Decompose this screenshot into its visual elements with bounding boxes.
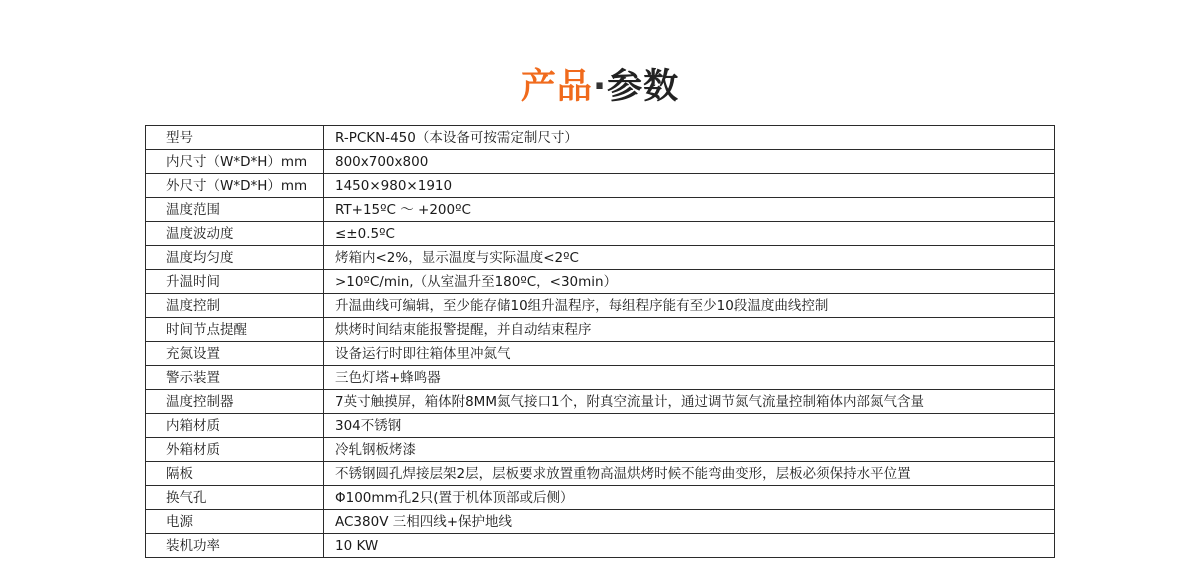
table-row — [146, 438, 1055, 462]
table-row — [146, 126, 1055, 150]
page-title-main: 参数 — [607, 67, 680, 108]
table-row — [146, 246, 1055, 270]
table-row — [146, 534, 1055, 558]
spec-value: ≤±0.5ºC — [324, 222, 1055, 246]
spec-value: 烤箱内<2%，显示温度与实际温度<2ºC — [324, 246, 1055, 270]
table-row — [146, 366, 1055, 390]
spec-label: 隔板 — [146, 462, 324, 486]
spec-table — [145, 125, 1055, 558]
spec-value: 设备运行时即往箱体里冲氮气 — [324, 342, 1055, 366]
spec-label: 换气孔 — [146, 486, 324, 510]
spec-label: 温度波动度 — [146, 222, 324, 246]
spec-value: 冷轧钢板烤漆 — [324, 438, 1055, 462]
spec-label: 内箱材质 — [146, 414, 324, 438]
table-row — [146, 318, 1055, 342]
table-row — [146, 342, 1055, 366]
spec-label: 装机功率 — [146, 534, 324, 558]
spec-value: 10 KW — [324, 534, 1055, 558]
spec-table-body — [146, 126, 1055, 558]
spec-value: Φ100mm孔2只(置于机体顶部或后侧） — [324, 486, 1055, 510]
spec-value: 800x700x800 — [324, 150, 1055, 174]
spec-label: 温度控制器 — [146, 390, 324, 414]
table-row — [146, 510, 1055, 534]
spec-label: 时间节点提醒 — [146, 318, 324, 342]
table-row — [146, 294, 1055, 318]
spec-value: 7英寸触摸屏，箱体附8MM氮气接口1个，附真空流量计，通过调节氮气流量控制箱体内部氮气含量 — [324, 390, 1055, 414]
spec-label: 温度范围 — [146, 198, 324, 222]
spec-value: >10ºC/min,（从室温升至180ºC，<30min） — [324, 270, 1055, 294]
spec-value: 三色灯塔+蜂鸣器 — [324, 366, 1055, 390]
spec-label: 型号 — [146, 126, 324, 150]
table-row — [146, 198, 1055, 222]
table-row — [146, 174, 1055, 198]
page-title — [0, 65, 1200, 109]
spec-value: 烘烤时间结束能报警提醒，并自动结束程序 — [324, 318, 1055, 342]
spec-value: 304不锈钢 — [324, 414, 1055, 438]
table-row — [146, 414, 1055, 438]
spec-label: 警示装置 — [146, 366, 324, 390]
spec-value: 1450×980×1910 — [324, 174, 1055, 198]
spec-label: 外箱材质 — [146, 438, 324, 462]
spec-value: R-PCKN-450（本设备可按需定制尺寸） — [324, 126, 1055, 150]
table-row — [146, 270, 1055, 294]
spec-label: 内尺寸（W*D*H）mm — [146, 150, 324, 174]
table-row — [146, 390, 1055, 414]
spec-label: 充氮设置 — [146, 342, 324, 366]
table-row — [146, 222, 1055, 246]
spec-value: RT+15ºC ～ +200ºC — [324, 198, 1055, 222]
table-row — [146, 486, 1055, 510]
spec-label: 温度均匀度 — [146, 246, 324, 270]
spec-label: 温度控制 — [146, 294, 324, 318]
page-title-accent: 产品 — [520, 67, 593, 108]
table-row — [146, 150, 1055, 174]
spec-label: 升温时间 — [146, 270, 324, 294]
spec-value: AC380V 三相四线+保护地线 — [324, 510, 1055, 534]
table-row — [146, 462, 1055, 486]
spec-value: 不锈钢圆孔焊接层架2层，层板要求放置重物高温烘烤时候不能弯曲变形，层板必须保持水平位置 — [324, 462, 1055, 486]
page-title-dot: · — [592, 67, 608, 108]
spec-label: 外尺寸（W*D*H）mm — [146, 174, 324, 198]
spec-value: 升温曲线可编辑，至少能存储10组升温程序，每组程序能有至少10段温度曲线控制 — [324, 294, 1055, 318]
spec-label: 电源 — [146, 510, 324, 534]
